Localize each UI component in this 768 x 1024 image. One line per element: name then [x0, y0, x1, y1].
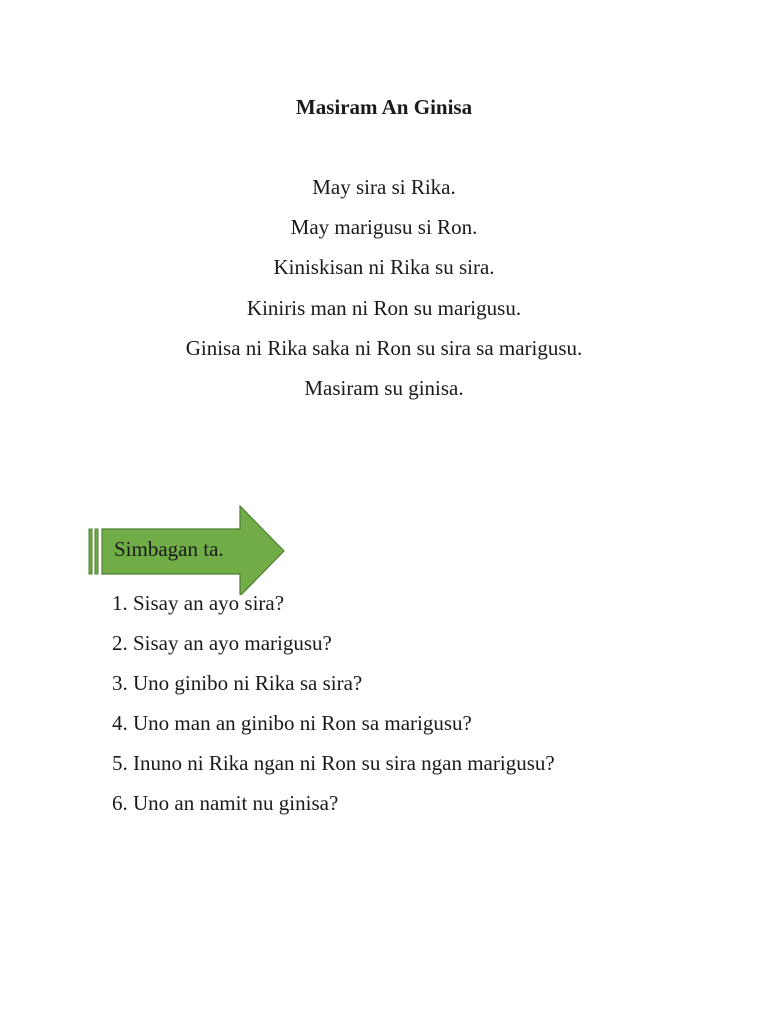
story-line: May sira si Rika. [312, 175, 456, 199]
section-banner [88, 505, 288, 595]
arrow-stripe [95, 529, 98, 574]
question-item: 1. Sisay an ayo sira? [112, 591, 285, 615]
story-line: Ginisa ni Rika saka ni Ron su sira sa marigusu. [185, 335, 583, 360]
story-line: Kiniris man ni Ron su marigusu. [246, 295, 522, 320]
document-title: Masiram An Ginisa [295, 95, 473, 119]
question-item: 6. Uno an namit nu ginisa? [112, 791, 339, 815]
story-line: May marigusu si Ron. [290, 215, 478, 240]
question-item: 5. Inuno ni Rika ngan ni Ron su sira ngan marigusu? [112, 751, 555, 775]
arrow-stripe [89, 529, 92, 574]
story-line: Masiram su ginisa. [304, 375, 464, 400]
question-list [112, 588, 555, 828]
story-text [0, 172, 768, 413]
section-banner-label: Simbagan ta. [114, 537, 224, 561]
story-line: Kiniskisan ni Rika su sira. [273, 255, 495, 280]
question-item: 3. Uno ginibo ni Rika sa sira? [112, 671, 363, 695]
question-item: 2. Sisay an ayo marigusu? [112, 631, 332, 655]
question-item: 4. Uno man an ginibo ni Ron sa marigusu? [112, 711, 472, 735]
